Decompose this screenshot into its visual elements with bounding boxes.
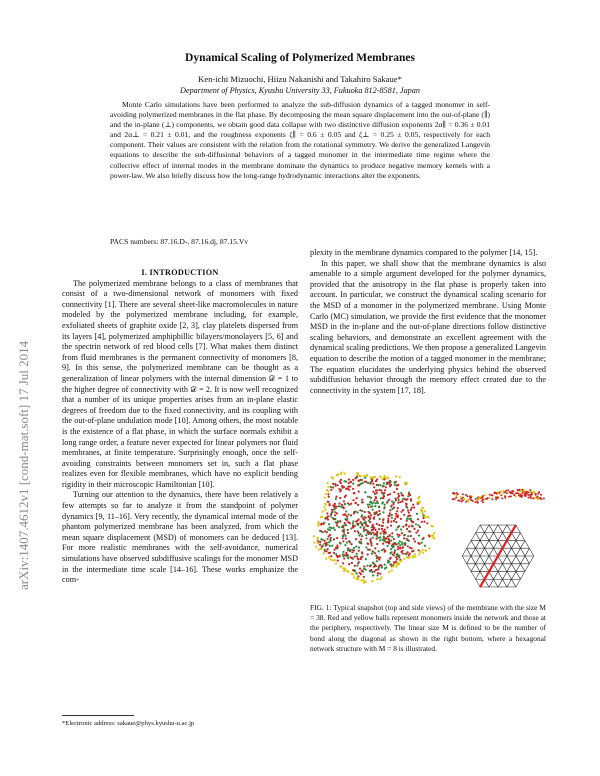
pacs-numbers: PACS numbers: 87.16.D-, 87.16.dj, 87.15.Vv (110, 237, 249, 246)
footnote-rule (62, 715, 134, 716)
figure-caption: FIG. 1: Typical snapshot (top and side views) of the membrane with the size M = 38. Red and yellow balls represent monomers inside the network and those at the periphery, respectively. The linear size M is defined to be the number of bond along the diagonal as shown in the right bottom, where a hexagonal network structure with M = 8 is illustrated. (310, 603, 546, 653)
author-list: Ken-ichi Mizuochi, Hiizu Nakanishi and Takahiro Sakaue* (198, 74, 402, 84)
membrane-snapshot (312, 470, 548, 596)
section-heading: I. INTRODUCTION (141, 268, 219, 277)
membrane-side-view (452, 489, 545, 504)
paragraph: The polymerized membrane belongs to a class of membranes that consist of a two-dimensional network of monomers with fixed connectivity [1]. There are several sheet-like macromolecules in nature modeled by the polymerized membrane including, for example, exfoliated sheets of graphite oxide [2, 3], clay platelets dispersed from its layers [4], polymerized amphiphillic bilayers/monolayers [5, 6] and the spectrin network of red blood cells [7]. What makes them distinct from fluid membranes is the permanent connectivity of monomers [8, 9]. In this sense, the polymerized membrane can be thought as a generalization of linear polymers with the internal dimension 𝒟 = 1 to the higher degree of connectivity with 𝒟 = 2. It is now well recognized that a number of its unique properties arises from an in-plane elastic degrees of freedom due to the fixed connectivity, and its coupling with the out-of-plane undulation mode [10]. Among others, the most notable is the existence of a flat phase, in which the surface normals exhibit a long range order, a feature never expected for linear polymers nor fluid membranes, at finite temperature. Surprisingly enough, once the self-avoiding constraints between monomers set in, such a flat phase realizes even for flexible membranes, which have no explicit bending rigidity in their microscopic Hamiltonian [10]. (62, 278, 298, 489)
paragraph: Turning our attention to the dynamics, there have been relatively a few attempts so far to analyze it from the standpoint of polymer dynamics [9, 11–16]. Very recently, the dynamical internal mode of the phantom polymerized membrane has been analyzed, from which the mean square displacement (MSD) of monomers can be deduced [13]. For more realistic membranes with the self-avoidance, numerical simulations have observed subdiffusive scalings for the monomer MSD in the intermediate time scale [14–16]. These works emphasize the com- (62, 490, 298, 585)
hexagonal-network-diagram (440, 519, 548, 594)
abstract: Monte Carlo simulations have been performed to analyze the sub-diffusion dynamics of a tagged monomer in self-avoiding polymerized membranes in the flat phase. By decomposing the mean square displacement into the out-of-plane (∥) and the in-plane (⊥) components, we obtain good data collapse with two distinctive diffusion exponents 2α∥ = 0.36 ± 0.01 and 2α⊥ = 0.21 ± 0.01, and the roughness exponents ζ∥ = 0.6 ± 0.05 and ζ⊥ = 0.25 ± 0.05, respectively for each component. Their values are consistent with the relation from the rotational symmetry. We derive the generalized Langevin equations to describe the sub-diffusional behaviors of a tagged monomer in the intermediate time regime where the collective effect of internal modes in the membrane dominate the dynamics to produce negative memory kernels with a power-law. We also briefly discuss how the long-range hydrodynamic interactions alter the exponents. (110, 100, 490, 180)
membrane-top-view (313, 471, 436, 583)
right-column (310, 248, 546, 396)
affiliation: Department of Physics, Kyushu University 33, Fukuoka 812-8581, Japan (180, 86, 420, 95)
paragraph: In this paper, we shall show that the membrane dynamics is also amenable to a simple argument developed for the polymer dynamics, provided that the anisotropy in the flat phase is properly taken into account. In particular, we construct the dynamical scaling scenario for the MSD of a monomer in the polymerized membrane. Using Monte Carlo (MC) simulation, we provide the first evidence that the monomer MSD in the in-plane and the out-of-plane directions follow distinctive scaling behaviors, and demonstrate an excellent agreement with the dynamical scaling predictions. We then propose a generalized Langevin equation to describe the motion of a tagged monomer in the membrane; The equation elucidates the underlying physics behind the observed subdiffusion behavior through the memory effect created due to the connectivity in the system [17, 18]. (310, 258, 546, 395)
paragraph: plexity in the membrane dynamics compared to the polymer [14, 15]. (310, 248, 538, 257)
paper-title: Dynamical Scaling of Polymerized Membranes (185, 52, 415, 64)
footnote: *Electronic address: sakaue@phys.kyushu-u.ac.jp (62, 720, 195, 727)
arxiv-stamp (12, 150, 34, 590)
left-column (62, 268, 298, 586)
arxiv-id-text: arXiv:1407.4612v1 [cond-mat.soft] 17 Jul 2014 (16, 340, 31, 590)
figure-1 (312, 470, 548, 596)
